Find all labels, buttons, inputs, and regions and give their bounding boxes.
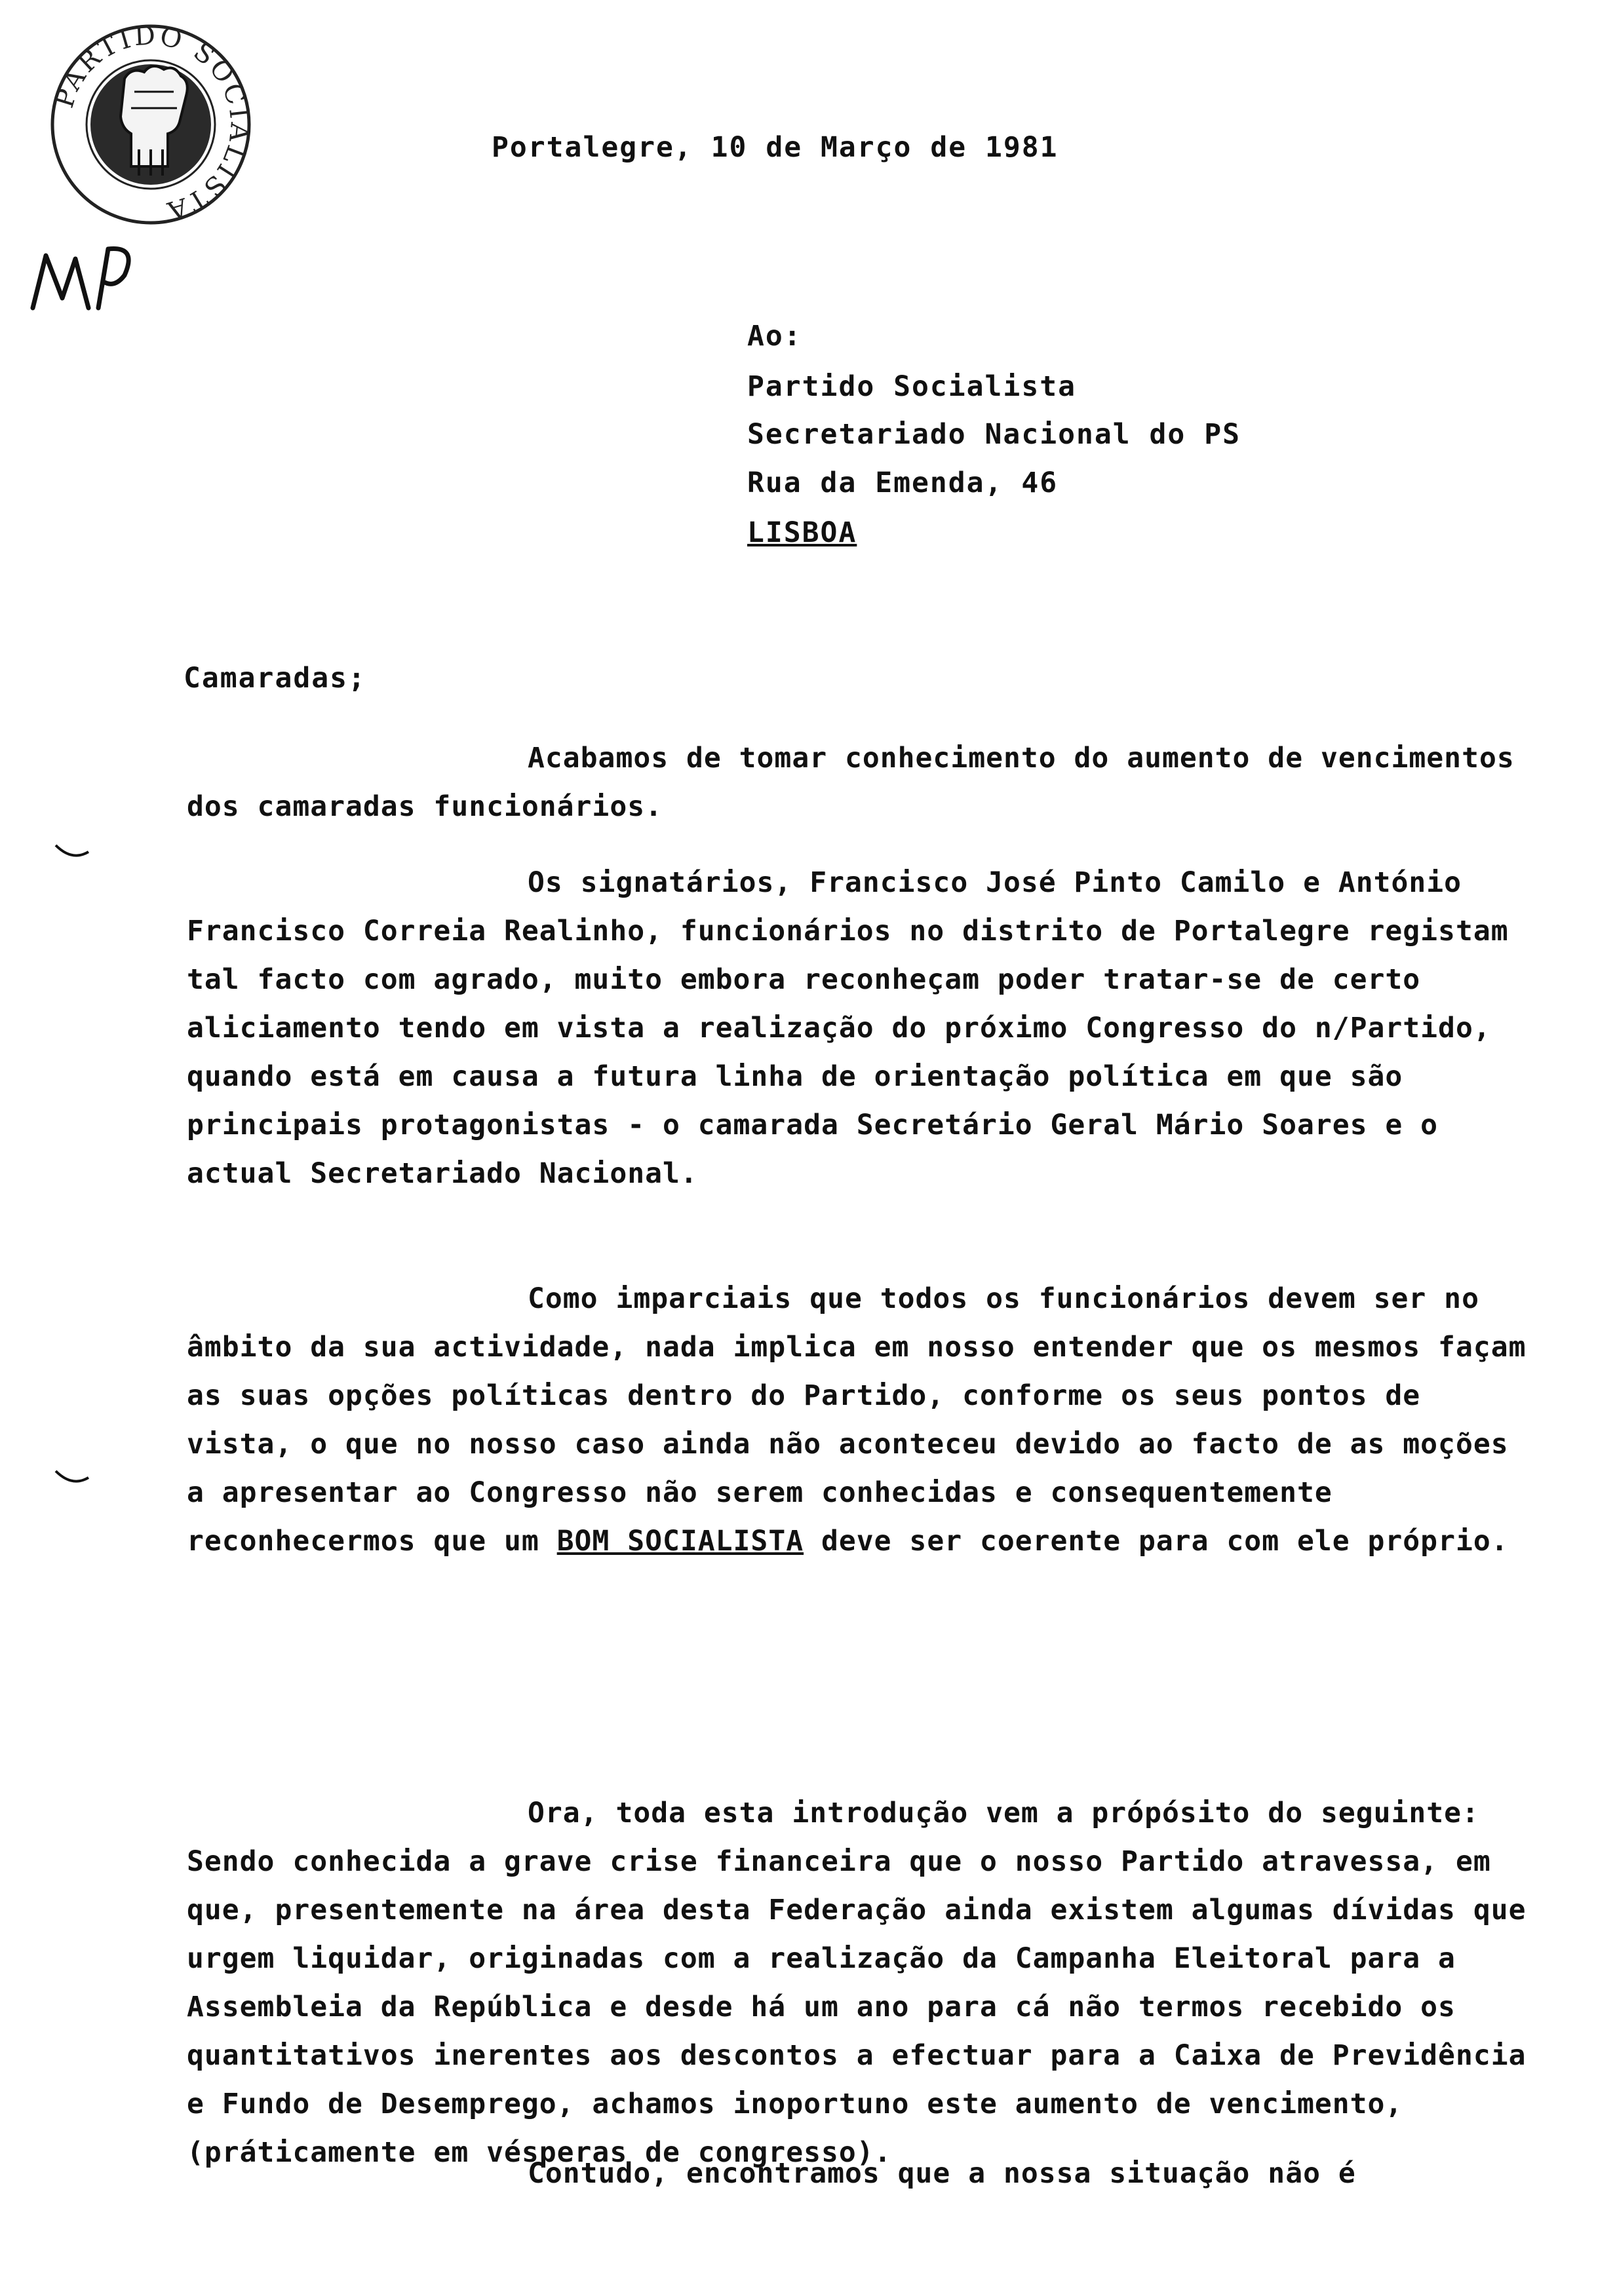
margin-mark	[52, 1468, 92, 1487]
body-paragraph-3-emphasis: BOM SOCIALISTA	[556, 1525, 804, 1558]
body-paragraph-2	[187, 858, 1544, 1198]
body-paragraph-5-text: Contudo, encontramos que a nossa situação não é	[528, 2157, 1356, 2190]
body-paragraph-4	[187, 1789, 1544, 2177]
date-line: Portalegre, 10 de Março de 1981	[492, 131, 1059, 164]
raised-fist-icon	[90, 64, 211, 185]
margin-mark	[52, 842, 92, 862]
body-paragraph-3-text-a: Como imparciais que todos os funcionários devem ser no âmbito da sua actividade, nada implica em nosso entender que os mesmos façam as suas opções políticas dentro do Partido, conforme os seus pontos de vista, o que no nosso caso ainda não aconteceu devido ao facto de as moções a apresentar ao Congresso não serem conhecidas e consequentemente reconhecermos que um	[187, 1282, 1527, 1558]
stamp-ring-text: PARTIDO SOCIALISTA	[49, 20, 255, 227]
address-city: LISBOA	[747, 516, 857, 549]
body-paragraph-3	[187, 1274, 1544, 1565]
address-line1: Partido Socialista	[747, 370, 1076, 403]
address-to: Ao:	[747, 320, 802, 353]
body-paragraph-1-text: Acabamos de tomar conhecimento do aumento de vencimentos dos camaradas funcionários.	[187, 742, 1515, 823]
body-paragraph-3-text-b: deve ser coerente para com ele próprio.	[821, 1525, 1509, 1558]
handwritten-initials	[26, 236, 144, 328]
body-paragraph-1	[187, 734, 1544, 831]
body-paragraph-2-text: Os signatários, Francisco José Pinto Camilo e António Francisco Correia Realinho, funcionários no distrito de Portalegre registam tal facto com agrado, muito embora reconheçam poder tratar-se de certo aliciamento tendo em vista a realização do próximo Congresso do n/Partido, quando está em causa a futura linha de orientação política em que são principais protagonistas - o camarada Secretário Geral Mário Soares e o actual Secretariado Nacional.	[187, 866, 1509, 1190]
body-paragraph-5	[187, 2149, 1544, 2198]
address-line2: Secretariado Nacional do PS	[747, 418, 1241, 451]
address-line3: Rua da Emenda, 46	[747, 467, 1059, 499]
salutation: Camaradas;	[184, 662, 366, 695]
body-paragraph-4-text: Ora, toda esta introdução vem a própósito do seguinte: Sendo conhecida a grave crise financeira que o nosso Partido atravessa, em que, presentemente na área desta Federação ainda existem algumas dívidas que urgem liquidar, originadas com a realização da Campanha Eleitoral para a Assembleia da República e desde há um ano para cá não termos recebido os quantitativos inerentes aos descontos a efectuar para a Caixa de Previdência e Fundo de Desemprego, achamos inoportuno este aumento de vencimento, (práticamente em vésperas de congresso).	[187, 1797, 1527, 2169]
party-stamp	[26, 0, 275, 249]
